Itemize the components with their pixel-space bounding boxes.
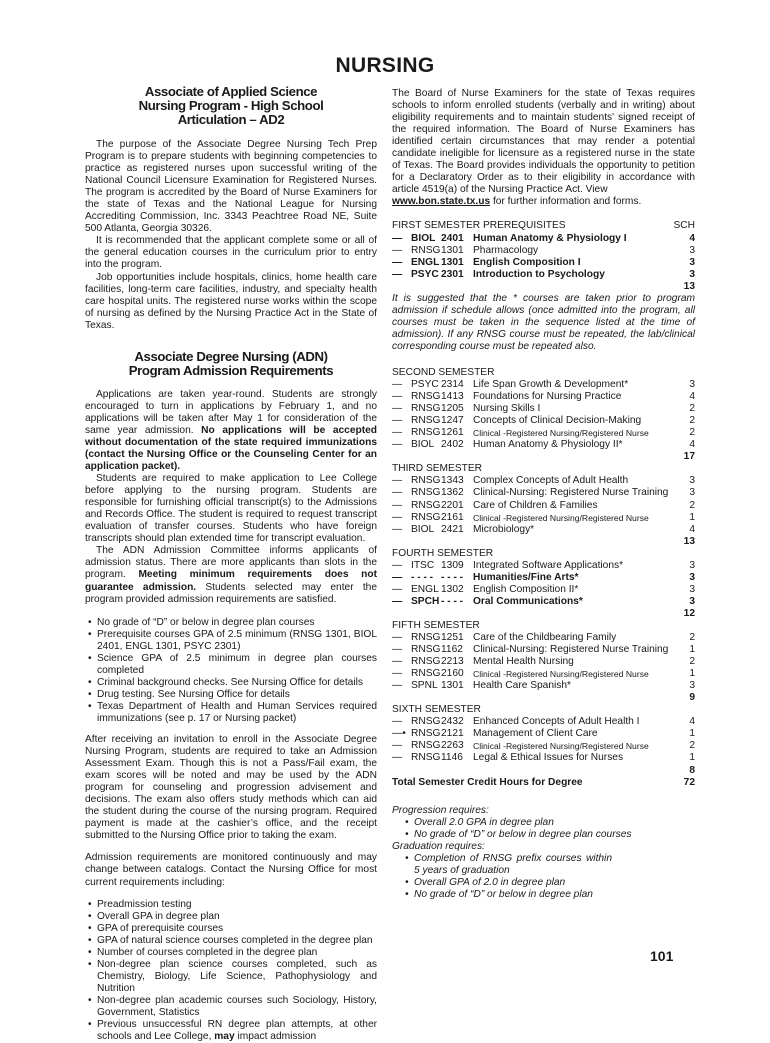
course-number: 1162 (441, 644, 463, 656)
list-item (85, 1019, 377, 1043)
page-number: 101 (650, 948, 674, 964)
paragraph-job-opportunities: Job opportunities include hospitals, clinics, home health care facilities, long-term care facilities, industry, and specialty health care hospital units. The registered nurse works within the scope of nursing as defined by the Nursing Practice Act in the State of Texas. (85, 271, 377, 331)
course-dash: — (392, 268, 403, 280)
semester-total-row (392, 765, 695, 777)
course-dash: — (392, 595, 403, 607)
course-dash: — (392, 439, 403, 451)
semester-title: THIRD SEMESTER (392, 463, 482, 475)
course-row (392, 632, 695, 644)
course-title: Foundations for Nursing Practice (473, 391, 622, 403)
list-item: • Completion of RNSG prefix courses within 5 years of graduation (402, 853, 612, 877)
semester-total-spacer (392, 765, 671, 777)
paragraph-monitoring: Admission requirements are monitored continuously and may change between catalogs. Contact the Nursing Office for most current requirements including: (85, 852, 377, 888)
course-number: 2160 (441, 668, 464, 680)
course-prefix: BIOL (411, 523, 435, 535)
course-hours: 2 (689, 740, 695, 752)
course-title: Concepts of Clinical Decision-Making (473, 415, 642, 427)
course-prefix: SPNL (411, 680, 438, 692)
course-number: 1413 (441, 391, 464, 403)
course-hours: 3 (689, 256, 695, 268)
course-prefix: PSYC (411, 379, 439, 391)
course-hours: 2 (689, 499, 695, 511)
course-row (392, 596, 695, 608)
course-dash: — (392, 499, 403, 511)
course-number: 1302 (441, 583, 464, 595)
course-prefix: - - - - (411, 571, 434, 583)
total-value: 72 (683, 776, 695, 788)
course-title: Clinical -Registered Nursing/Registered Nurse (473, 741, 649, 752)
course-number: 2301 (441, 268, 464, 280)
progression-list (392, 817, 695, 841)
paragraph-transcripts: Students are required to make application to Lee College before applying to the nursing program. Students are responsible for furnishing official transcript(s) to the Admissions and Records Office. The student is required to request transcript evaluation of transfer courses. Students who have foreign transcripts should plan extended time for transcript evaluation. (85, 473, 377, 545)
semester-total-row (392, 451, 695, 463)
course-dash: — (392, 716, 403, 728)
list-item: • Criminal background checks. See Nursing Office for details (85, 677, 377, 689)
semester-title: SIXTH SEMESTER (392, 704, 481, 716)
course-row (392, 656, 695, 668)
semester-total: 13 (683, 535, 695, 547)
course-number: 2121 (441, 728, 464, 740)
semester-title: SECOND SEMESTER (392, 366, 495, 378)
paragraph-admission-committee (85, 545, 377, 605)
course-dash: — (392, 583, 403, 595)
course-hours: 3 (689, 475, 695, 487)
course-row (392, 584, 695, 596)
list-item: • Prerequisite courses GPA of 2.5 minimum (RNSG 1301, BIOL 2401, ENGL 1301, PSYC 2301) (85, 629, 377, 653)
sch-label: SCH (673, 220, 695, 232)
course-dash: — (392, 752, 403, 764)
left-column (85, 85, 377, 1043)
course-row (392, 269, 695, 281)
course-row (392, 512, 695, 524)
third-semester-table (392, 475, 695, 547)
first-semester-table (392, 233, 695, 293)
course-prefix: RNSG (411, 475, 441, 487)
section-title-ad2: Associate of Applied Science Nursing Program - High School Articulation – AD2 (138, 84, 324, 127)
course-dash: — (392, 668, 403, 680)
semester-total-row (392, 281, 695, 293)
course-hours: 1 (689, 668, 695, 680)
course-dash: — (392, 656, 403, 668)
course-hours: 3 (689, 487, 695, 499)
course-hours: 4 (689, 232, 695, 244)
course-hours: 3 (689, 680, 695, 692)
course-prefix: RNSG (411, 487, 441, 499)
course-row (392, 500, 695, 512)
course-number: 1343 (441, 475, 464, 487)
course-hours: 1 (689, 728, 695, 740)
course-title: Management of Client Care (473, 728, 598, 740)
second-semester-table (392, 379, 695, 463)
course-prefix: RNSG (411, 427, 441, 439)
course-number: 2421 (441, 523, 464, 535)
semester-total: 9 (689, 692, 695, 704)
committee-text-end: Students selected may enter the program provided admission requirements are satisfied. (85, 581, 377, 605)
course-dash: — (392, 415, 403, 427)
course-prefix: RNSG (411, 716, 441, 728)
graduation-label: Graduation requires: (392, 840, 485, 852)
website-line (392, 196, 695, 208)
course-hours: 3 (689, 379, 695, 391)
course-dash: — (392, 523, 403, 535)
course-title: Legal & Ethical Issues for Nurses (473, 752, 624, 764)
course-number: - - - - (441, 571, 464, 583)
course-prefix: SPCH (411, 595, 440, 607)
course-number: 2402 (441, 439, 464, 451)
list-item: • No grade of “D” or below in degree plan courses (402, 829, 695, 841)
course-hours: 3 (689, 244, 695, 256)
course-title: Pharmacology (473, 244, 539, 256)
semester-total-row (392, 608, 695, 620)
fourth-semester-header (392, 548, 695, 560)
course-title: Human Anatomy & Physiology II* (473, 439, 623, 451)
course-number: 1146 (441, 752, 463, 764)
course-prefix: RNSG (411, 752, 441, 764)
list-item: • Texas Department of Health and Human Services required immunizations (see p. 17 or Nursing packet) (85, 701, 377, 725)
right-column (392, 88, 695, 901)
course-hours: 3 (689, 595, 695, 607)
course-dash: — (392, 644, 403, 656)
course-number: 1301 (441, 244, 464, 256)
course-hours: 3 (689, 559, 695, 571)
course-row (392, 245, 695, 257)
course-number: 2401 (441, 232, 464, 244)
list-item: • GPA of prerequisite courses (85, 923, 377, 935)
course-hours: 4 (689, 716, 695, 728)
course-title: English Composition II* (473, 583, 579, 595)
course-row (392, 475, 695, 487)
requirements-notes (392, 805, 695, 901)
course-hours: 4 (689, 439, 695, 451)
semester-total-spacer (392, 536, 671, 548)
course-prefix: RNSG (411, 511, 441, 523)
fifth-semester-table (392, 632, 695, 704)
course-dash: — (392, 680, 403, 692)
semester-total: 17 (683, 451, 695, 463)
course-prefix: BIOL (411, 232, 436, 244)
semester-total-spacer (392, 692, 671, 704)
course-prefix: RNSG (411, 499, 441, 511)
course-number: 1301 (441, 680, 464, 692)
list-item: • Preadmission testing (85, 899, 377, 911)
semester-title: FOURTH SEMESTER (392, 547, 494, 559)
course-dash: — (392, 632, 403, 644)
sixth-semester-table (392, 716, 695, 776)
course-row (392, 680, 695, 692)
list-item: • Drug testing. See Nursing Office for details (85, 689, 377, 701)
course-title: Clinical-Nursing: Registered Nurse Training (473, 644, 669, 656)
course-hours: 2 (689, 427, 695, 439)
progression-label: Progression requires: (392, 804, 489, 816)
course-row (392, 257, 695, 269)
course-title: Life Span Growth & Development* (473, 379, 629, 391)
list-item: • No grade of “D” or below in degree plan (402, 889, 612, 901)
course-number: 1251 (441, 632, 464, 644)
list-item: • Overall GPA in degree plan (85, 911, 377, 923)
course-prefix: RNSG (411, 244, 441, 256)
list-item: • Science GPA of 2.5 minimum in degree plan courses completed (85, 653, 377, 677)
course-dash: — (392, 256, 403, 268)
bon-website-link[interactable]: www.bon.state.tx.us (392, 196, 491, 208)
course-number: 2263 (441, 740, 464, 752)
course-row (392, 403, 695, 415)
course-row (392, 415, 695, 427)
semester-total: 13 (683, 280, 695, 292)
paragraph-board-requirements: The Board of Nurse Examiners for the state of Texas requires schools to inform enrolled students (verbally and in writing) about eligibility requirements and to maintain students' signed receipt of the required information. The Board of Nurse Examiners has identified certain circumstances that may render a potential candidate ineligible for licensure as a registered nurse in the state of Texas. The Board provides individuals the opportunity to petition for a Declaratory Order as to their eligibility in accordance with article 4519(a) of the Nursing Practice Act. View (392, 88, 695, 196)
course-prefix: ENGL (411, 583, 439, 595)
list-item: • No grade of “D” or below in degree plan courses (85, 617, 377, 629)
course-title: Health Care Spanish* (473, 680, 571, 692)
course-prefix: PSYC (411, 268, 439, 280)
course-title: Integrated Software Applications* (473, 559, 624, 571)
list-item: • Non-degree plan academic courses such Sociology, History, Government, Statistics (85, 995, 377, 1019)
course-prefix: RNSG (411, 656, 441, 668)
course-row (392, 439, 695, 451)
semester-total-spacer (392, 608, 671, 620)
course-hours: 4 (689, 523, 695, 535)
course-dash: — (392, 475, 403, 487)
course-row (392, 487, 695, 499)
course-number: 1205 (441, 403, 464, 415)
course-dash: — (392, 232, 403, 244)
course-prefix: RNSG (411, 403, 441, 415)
applications-text: Applications are taken year-round. Students are strongly encouraged to turn in applications by February 1, and no applications will be taken after May 1 for consideration of the same year admission. (85, 388, 377, 436)
course-title: Introduction to Psychology (473, 268, 605, 280)
course-title: Oral Communications* (473, 595, 583, 607)
course-dash: — (392, 487, 403, 499)
course-row (392, 740, 695, 752)
list-item-text: Previous unsuccessful RN degree plan attempts, at other schools and Lee College, (97, 1019, 377, 1043)
course-row (392, 716, 695, 728)
current-requirements-list (85, 899, 377, 1043)
admission-requirements-list (85, 617, 377, 725)
semester-total: 8 (689, 764, 695, 776)
paragraph-purpose: The purpose of the Associate Degree Nursing Tech Prep Program is to prepare students with beginning competencies to practice as registered nurses upon successful writing of the National Council Licensure Examination for Registered Nurses. The program is accredited by the Board of Nurse Examiners for the state of Texas and the National League for Nursing Accrediting Commission, Inc. 3343 Peachtree Road NE, Suite 500 Atlanta, Georgia 30326. (85, 139, 377, 235)
course-hours: 2 (689, 656, 695, 668)
course-hours: 3 (689, 583, 695, 595)
list-item: • Number of courses completed in the degree plan (85, 947, 377, 959)
semester-total: 12 (683, 607, 695, 619)
list-item: • Non-degree plan science courses completed, such as Chemistry, Biology, Life Science, Pathophysiology and Nutrition (85, 959, 377, 995)
course-dash: — (392, 403, 403, 415)
list-item: • Overall GPA of 2.0 in degree plan (402, 877, 612, 889)
course-prefix: RNSG (411, 728, 441, 740)
course-row (392, 524, 695, 536)
course-number: 2201 (441, 499, 464, 511)
immunization-requirement: No applications will be accepted without documentation of the state required immunizations (contact the Nursing Office or the Counseling Center for an application packet). (85, 424, 377, 473)
course-number: 1261 (441, 427, 464, 439)
course-title: Clinical -Registered Nursing/Registered Nurse (473, 669, 649, 680)
course-title: Nursing Skills I (473, 403, 541, 415)
paragraph-assessment-exam: After receiving an invitation to enroll in the Associate Degree Nursing Program, students are required to take an Admission Assessment Exam. Though this is not a Pass/Fail exam, the exam scores will be noted and may be used by the ADN program for counseling and progression advisement and decisions. The exam also offers study methods which can aid the student during the course of the nursing program. Required payment is made at the cashier’s office, and the receipt submitted to the Nursing Office prior to taking the exam. (85, 734, 377, 842)
course-number: - - - - (441, 595, 464, 607)
course-prefix: ENGL (411, 256, 440, 268)
course-title: Clinical-Nursing: Registered Nurse Training (473, 487, 669, 499)
course-title: Microbiology* (473, 523, 535, 535)
course-hours: 2 (689, 403, 695, 415)
total-label: Total Semester Credit Hours for Degree (392, 776, 583, 788)
course-prefix: RNSG (411, 644, 441, 656)
course-prefix: RNSG (411, 668, 441, 680)
course-number: 2213 (441, 656, 464, 668)
second-semester-header (392, 367, 695, 379)
course-dash: —• (392, 728, 406, 740)
course-hours: 1 (689, 752, 695, 764)
course-hours: 1 (689, 644, 695, 656)
course-row (392, 728, 695, 740)
course-title: Mental Health Nursing (473, 656, 574, 668)
sixth-semester-header (392, 704, 695, 716)
course-title: Human Anatomy & Physiology I (473, 232, 627, 244)
course-title: Clinical -Registered Nursing/Registered Nurse (473, 428, 649, 439)
course-hours: 2 (689, 415, 695, 427)
course-dash: — (392, 391, 403, 403)
semester-total-spacer (392, 281, 671, 293)
course-dash: — (392, 511, 403, 523)
total-credit-hours (392, 777, 695, 789)
committee-text: The ADN Admission Committee informs applicants of admission status. There are more applicants than slots in the program. (85, 545, 377, 581)
fourth-semester-table (392, 560, 695, 620)
course-dash: — (392, 379, 403, 391)
course-title: Complex Concepts of Adult Health (473, 475, 629, 487)
course-number: 2314 (441, 379, 464, 391)
course-row (392, 572, 695, 584)
course-dash: — (392, 740, 403, 752)
first-semester-header (392, 220, 695, 232)
schedule-note: It is suggested that the * courses are taken prior to program admission if schedule allows (once admitted into the program, all courses must be taken in the sequence listed at the time of admission). If any RNSG course must be repeated, the lab/clinical corresponding course must be repeated also. (392, 292, 695, 352)
paragraph-applications (85, 389, 377, 473)
course-row (392, 427, 695, 439)
semester-total-row (392, 692, 695, 704)
graduation-list (392, 853, 612, 901)
course-row (392, 560, 695, 572)
course-hours: 2 (689, 632, 695, 644)
paragraph-recommendation: It is recommended that the applicant complete some or all of the general education courses in the curriculum prior to entry into the program. (85, 235, 377, 271)
minimum-requirements-note: Meeting minimum requirements does not guarantee admission. (85, 569, 377, 593)
course-hours: 1 (689, 511, 695, 523)
link-after-text: for further information and forms. (490, 196, 642, 208)
course-title: Enhanced Concepts of Adult Health I (473, 716, 640, 728)
list-item: • GPA of natural science courses completed in the degree plan (85, 935, 377, 947)
course-dash: — (392, 559, 403, 571)
course-hours: 3 (689, 571, 695, 583)
course-prefix: ITSC (411, 559, 435, 571)
course-prefix: RNSG (411, 632, 441, 644)
course-row (392, 752, 695, 764)
semester-total-row (392, 536, 695, 548)
section-title-adn-admission: Associate Degree Nursing (ADN) Program Admission Requirements (128, 348, 334, 378)
course-title: Clinical -Registered Nursing/Registered Nurse (473, 512, 649, 523)
course-dash: — (392, 571, 403, 583)
course-dash: — (392, 427, 403, 439)
course-title: Care of the Childbearing Family (473, 632, 617, 644)
course-dash: — (392, 244, 403, 256)
page-title: NURSING (335, 54, 435, 77)
course-number: 1247 (441, 415, 464, 427)
course-hours: 4 (689, 391, 695, 403)
list-item: • Overall 2.0 GPA in degree plan (402, 817, 695, 829)
course-title: Care of Children & Families (473, 499, 598, 511)
course-title: English Composition I (473, 256, 581, 268)
course-row (392, 379, 695, 391)
third-semester-header (392, 463, 695, 475)
course-row (392, 668, 695, 680)
course-hours: 3 (689, 268, 695, 280)
course-row (392, 391, 695, 403)
semester-total-spacer (392, 451, 671, 463)
semester-title: FIRST SEMESTER PREREQUISITES (392, 220, 566, 232)
course-number: 2161 (441, 511, 464, 523)
course-prefix: RNSG (411, 391, 441, 403)
course-title: Humanities/Fine Arts* (473, 571, 579, 583)
course-number: 1362 (441, 487, 464, 499)
list-item-text-end: impact admission (234, 1031, 317, 1043)
course-row (392, 644, 695, 656)
course-number: 1309 (441, 559, 464, 571)
course-number: 2432 (441, 716, 464, 728)
course-row (392, 233, 695, 245)
fifth-semester-header (392, 620, 695, 632)
course-prefix: RNSG (411, 740, 441, 752)
course-prefix: BIOL (411, 439, 435, 451)
list-item-emphasis: may (214, 1031, 235, 1043)
course-number: 1301 (441, 256, 464, 268)
semester-title: FIFTH SEMESTER (392, 619, 480, 631)
course-prefix: RNSG (411, 415, 441, 427)
